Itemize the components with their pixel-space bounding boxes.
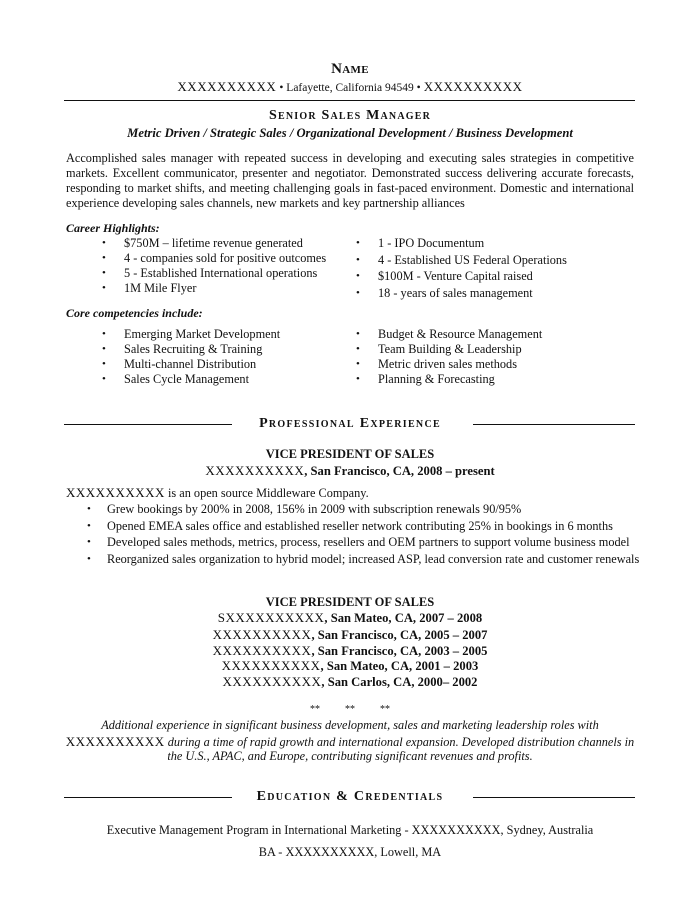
- list-item: • 1 - IPO Documentum: [356, 236, 485, 250]
- core-competencies-label: Core competencies include:: [66, 306, 203, 320]
- contact-line: [0, 79, 700, 96]
- core-competencies-right: [356, 327, 543, 387]
- job2-title: VICE PRESIDENT OF SALES: [265, 595, 435, 609]
- list-item: • Budget & Resource Management: [356, 327, 543, 341]
- contact-location: • Lafayette, California 94549 •: [279, 82, 421, 94]
- job2-role-line: XXXXXXXXXX, San Francisco, CA, 2003 – 2005: [212, 643, 488, 658]
- job1-company: XXXXXXXXXX: [205, 463, 305, 478]
- list-item: • 5 - Established International operations: [102, 266, 318, 280]
- list-item: • Opened EMEA sales office and established reseller network contributing 25% in bookings in 6 months: [87, 518, 613, 533]
- header-divider: [64, 100, 635, 101]
- education-line-1: Executive Management Program in International Marketing - XXXXXXXXXX, Sydney, Australia: [106, 823, 594, 837]
- list-item: • Grew bookings by 200% in 2008, 156% in 2009 with subscription renewals 90/95%: [87, 502, 522, 516]
- list-item: • Developed sales methods, metrics, process, resellers and OEM partners to support volume business model: [87, 535, 630, 549]
- list-item: • Multi-channel Distribution: [102, 357, 257, 371]
- experience-heading: Professional Experience: [259, 416, 441, 431]
- job1-location: , San Francisco, CA, 2008 – present: [304, 464, 495, 478]
- contact-phone: XXXXXXXXXX: [177, 79, 277, 94]
- job2-role-line: XXXXXXXXXX, San Mateo, CA, 2001 – 2003: [221, 658, 479, 673]
- job1-intro: [66, 485, 369, 501]
- list-item: • 4 - companies sold for positive outcomes: [102, 251, 327, 265]
- candidate-name: Name: [331, 61, 369, 77]
- job2-role-line: SXXXXXXXXXX, San Mateo, CA, 2007 – 2008: [217, 610, 483, 625]
- additional-line-3: the U.S., APAC, and Europe, contributing significant revenues and profits.: [167, 749, 533, 763]
- job2-role-line: XXXXXXXXXX, San Francisco, CA, 2005 – 2007: [212, 627, 488, 642]
- list-item: • 4 - Established US Federal Operations: [356, 252, 567, 267]
- core-competencies-left: [102, 327, 281, 387]
- list-item: • Sales Recruiting & Training: [102, 342, 263, 356]
- career-highlights-left: [102, 236, 327, 296]
- education-heading: Education & Credentials: [256, 789, 444, 804]
- education-line-2: BA - XXXXXXXXXX, Lowell, MA: [258, 845, 442, 859]
- headline-title: Senior Sales Manager: [268, 108, 432, 123]
- separator-asterisks: ** ** **: [310, 704, 390, 715]
- job1-bullets: [87, 502, 640, 568]
- job1-intro-company: XXXXXXXXXX: [66, 485, 165, 500]
- job1-intro-text: is an open source Middleware Company.: [164, 486, 369, 500]
- career-highlights-right: [356, 236, 567, 302]
- list-item: • $100M - Venture Capital raised: [356, 269, 533, 283]
- additional-company: XXXXXXXXXX: [65, 734, 165, 749]
- job1-company-line: [0, 463, 700, 479]
- list-item: • Emerging Market Development: [102, 327, 281, 341]
- summary-paragraph: Accomplished sales manager with repeated success in developing and executing sales strategies in competitive markets. Excellent communicator, presenter and negotiator. Demonstrated success delivering accurate forecasts, responding to market shifts, and meeting challenging goals in fast-paced environment. Domestic and international experience developing sales channels, new markets and key partnership alliances: [66, 151, 634, 210]
- list-item: • Sales Cycle Management: [102, 372, 249, 386]
- list-item: • $750M – lifetime revenue generated: [102, 236, 303, 250]
- list-item: • 18 - years of sales management: [356, 285, 533, 300]
- additional-line-2: XXXXXXXXXX during a time of rapid growth and international expansion. Developed distribution channels in: [65, 734, 635, 749]
- job2-role-line: XXXXXXXXXX, San Carlos, CA, 2000– 2002: [222, 674, 478, 689]
- list-item: • Planning & Forecasting: [356, 372, 495, 386]
- list-item: • Team Building & Leadership: [356, 342, 522, 356]
- list-item: • Reorganized sales organization to hybrid model; increased ASP, lead conversion rate and customer renewals: [87, 551, 640, 566]
- additional-line-1: Additional experience in significant business development, sales and marketing leadership roles with: [101, 718, 599, 732]
- list-item: • Metric driven sales methods: [356, 357, 517, 371]
- headline-subtitle: Metric Driven / Strategic Sales / Organizational Development / Business Development: [127, 126, 573, 140]
- contact-email: XXXXXXXXXX: [423, 79, 523, 94]
- job1-title: VICE PRESIDENT OF SALES: [265, 447, 435, 461]
- list-item: • 1M Mile Flyer: [102, 281, 197, 295]
- career-highlights-label: Career Highlights:: [66, 221, 160, 235]
